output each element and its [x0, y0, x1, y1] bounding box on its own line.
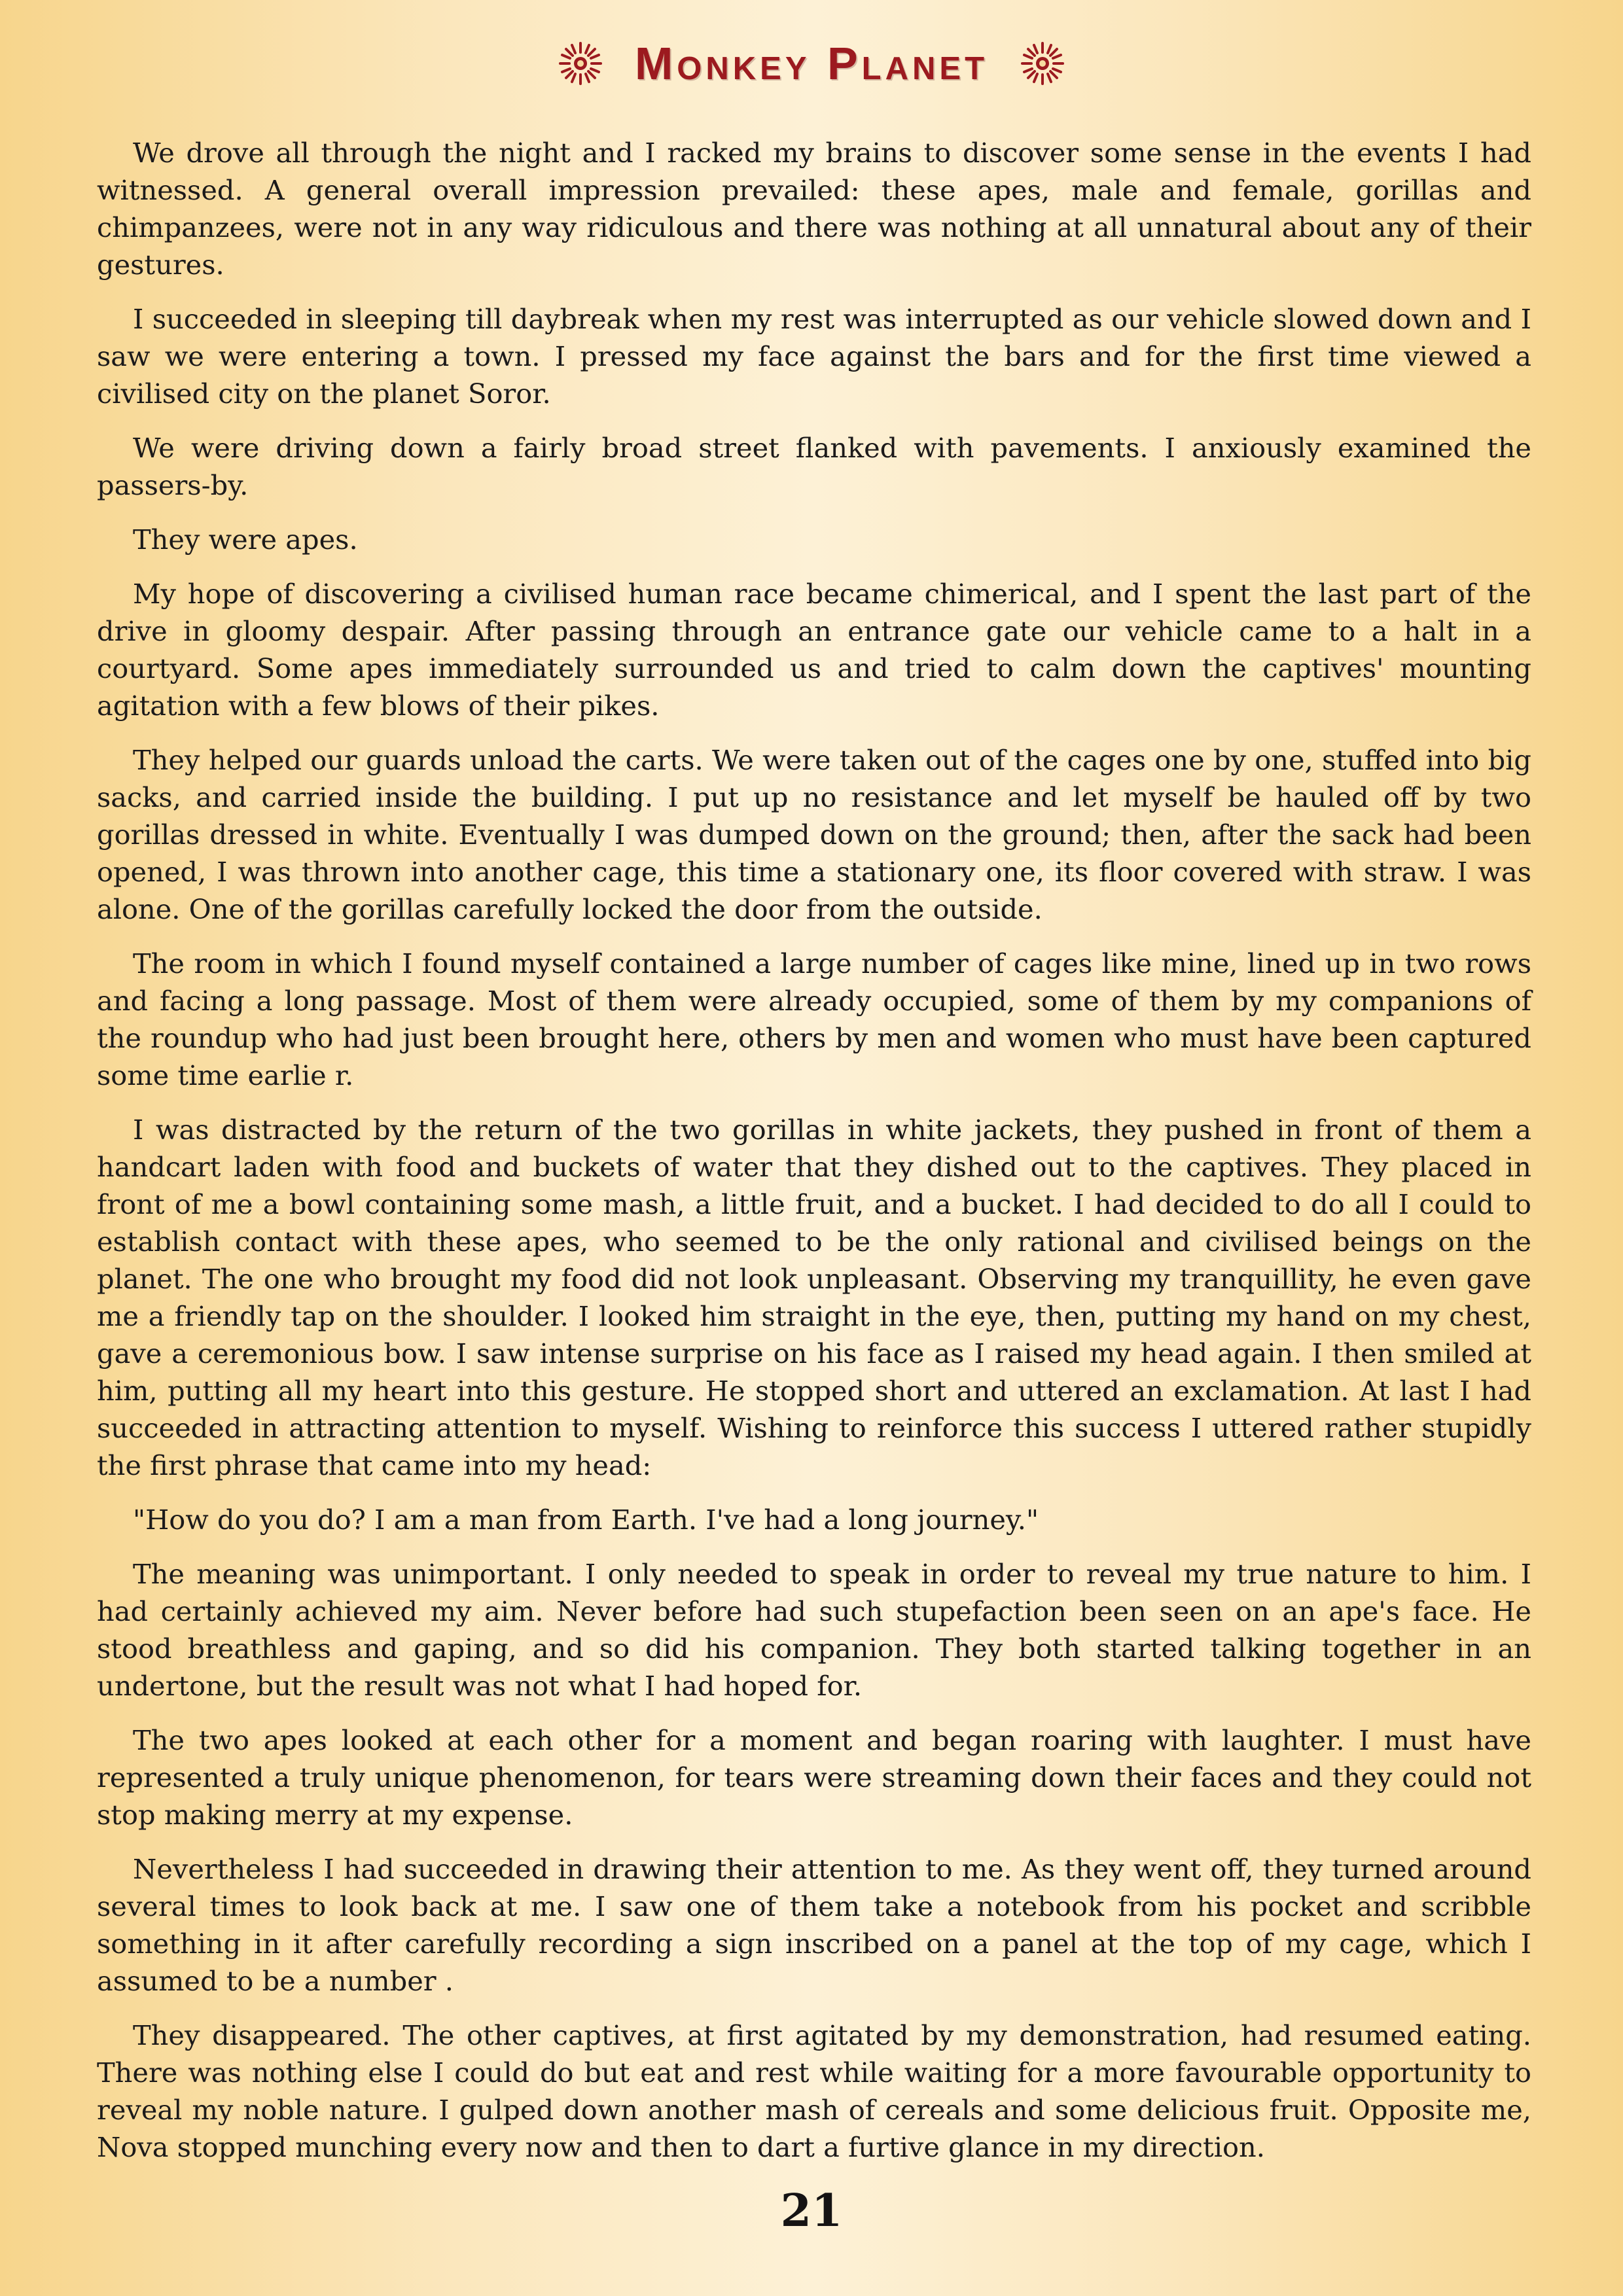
page-header — [0, 27, 1623, 99]
sun-ornament-icon — [1020, 41, 1065, 86]
paragraph: They were apes. — [133, 523, 358, 556]
paragraph: I succeeded in sleeping till daybreak when my rest was interrupted as our vehicle slowed down and I saw we were entering a town. I pressed my face against the bars and for the first time viewed a civilised city on the planet Soror. — [97, 303, 1531, 410]
chapter-text — [97, 134, 1531, 2183]
sun-ornament-icon — [558, 41, 603, 86]
book-title: Monkey Planet — [634, 38, 989, 89]
paragraph: They disappeared. The other captives, at first agitated by my demonstration, had resumed eating. There was nothing else I could do but eat and rest while waiting for a more favourable opportunity to reveal my noble nature. I gulped down another mash of cereals and some delicious fruit. Opposite me, Nova stopped munching every now and then to dart a furtive glance in my direction. — [97, 2019, 1531, 2163]
paragraph: They helped our guards unload the carts. We were taken out of the cages one by one, stuffed into big sacks, and carried inside the building. I put up no resistance and let myself be hauled off by two gorillas dressed in white. Eventually I was dumped down on the ground; then, after the sack had been opened, I was thrown into another cage, this time a stationary one, its floor covered with straw. I was alone. One of the gorillas carefully locked the door from the outside. — [97, 744, 1531, 925]
paragraph: Nevertheless I had succeeded in drawing their attention to me. As they went off, they turned around several times to look back at me. I saw one of them take a notebook from his pocket and scribble something in it after carefully recording a sign inscribed on a panel at the top of my cage, which I assumed to be a number . — [97, 1853, 1531, 1997]
paragraph: We drove all through the night and I racked my brains to discover some sense in the events I had witnessed. A general overall impression prevailed: these apes, male and female, gorillas and chimpanzees, were not in any way ridiculous and there was nothing at all unnatural about any of their gestures. — [97, 137, 1531, 281]
page-number: 21 — [780, 2185, 843, 2237]
paragraph: The meaning was unimportant. I only needed to speak in order to reveal my true nature to him. I had certainly achieved my aim. Never before had such stupefaction been seen on an ape's face. He stood breathless and gaping, and so did his companion. They both started talking together in an undertone, but the result was not what I had hoped for. — [97, 1558, 1531, 1702]
paragraph: The two apes looked at each other for a moment and began roaring with laughter. I must have represented a truly unique phenomenon, for tears were streaming down their faces and they could not stop making merry at my expense. — [97, 1724, 1531, 1831]
paragraph: My hope of discovering a civilised human race became chimerical, and I spent the last part of the drive in gloomy despair. After passing through an entrance gate our vehicle came to a halt in a courtyard. Some apes immediately surrounded us and tried to calm down the captives' mounting agitation with a few blows of their pikes. — [97, 578, 1531, 722]
dialogue-paragraph: "How do you do? I am a man from Earth. I've had a long journey." — [133, 1504, 1039, 1536]
paragraph: The room in which I found myself contained a large number of cages like mine, lined up in two rows and facing a long passage. Most of them were already occupied, some of them by my companions of the roundup who had just been brought here, others by men and women who must have been captured some time earlie r. — [97, 947, 1531, 1091]
paragraph: I was distracted by the return of the two gorillas in white jackets, they pushed in front of them a handcart laden with food and buckets of water that they dished out to the captives. They placed in front of me a bowl containing some mash, a little fruit, and a bucket. I had decided to do all I could to establish contact with these apes, who seemed to be the only rational and civilised beings on the planet. The one who brought my food did not look unpleasant. Observing my tranquillity, he even gave me a friendly tap on the shoulder. I looked him straight in the eye, then, putting my hand on my chest, gave a ceremonious bow. I saw intense surprise on his face as I raised my head again. I then smiled at him, putting all my heart into this gesture. He stopped short and uttered an exclamation. At last I had succeeded in attracting attention to myself. Wishing to reinforce this success I uttered rather stupidly the first phrase that came into my head: — [97, 1114, 1531, 1481]
paragraph: We were driving down a fairly broad street flanked with pavements. I anxiously examined the passers-by. — [97, 432, 1531, 501]
